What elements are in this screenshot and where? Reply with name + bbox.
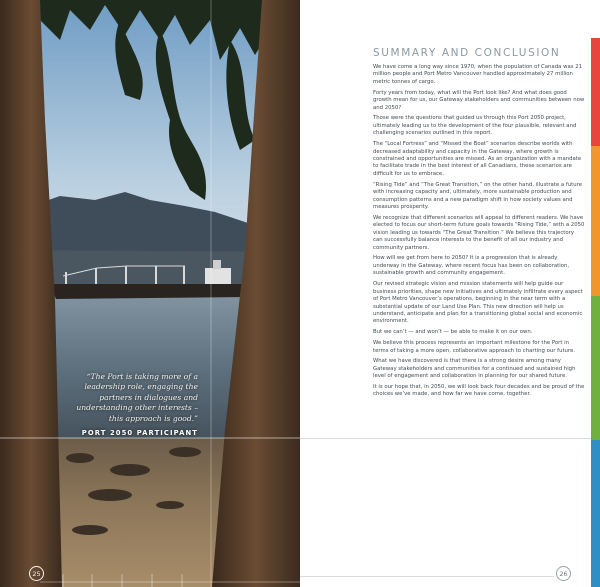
paragraph: Those were the questions that guided us through this Port 2050 project, ultimately leading us to the development of the four plausible, relevant and challenging scenarios outlined in this report. bbox=[373, 115, 577, 137]
edge-bar-blue bbox=[591, 440, 600, 587]
page-number-right: 26 bbox=[556, 566, 571, 581]
right-page bbox=[300, 0, 600, 587]
paragraph: It is our hope that, in 2050, we will look back four decades and be proud of the choices we’ve made, and how far we have come, together. bbox=[373, 384, 585, 398]
paragraph: The “Local Fortress” and “Missed the Boat” scenarios describe worlds with decreased adaptability and capacity in the Gateway, where growth is constrained and opportunities are missed. As an organization with a mandate to facilitate trade in the best interest of all Canadians, these scenarios are difficult for us to embrace. bbox=[373, 141, 582, 177]
edge-bar-orange bbox=[591, 146, 600, 296]
right-horizontal-rule bbox=[300, 438, 591, 439]
paragraph: Forty years from today, what will the Port look like? And what does good growth mean for us, our Gateway stakeholders and communities between now and 2050? bbox=[373, 89, 585, 111]
right-bottom-rule bbox=[300, 576, 554, 577]
paragraph: But we can’t — and won’t — be able to make it on our own. bbox=[373, 329, 533, 336]
body-text bbox=[373, 64, 585, 402]
paragraph: We have come a long way since 1970, when the population of Canada was 21 million people and Port Metro Vancouver handled approximately 27 million metric tonnes of cargo. bbox=[373, 64, 582, 85]
paragraph: We believe this process represents an important milestone for the Port in terms of taking a more open, collaborative approach to charting our future. bbox=[373, 340, 576, 354]
paragraph: What we have discovered is that there is a strong desire among many Gateway stakeholders and communities for a continued and sustained high level of engagement and collaboration in planning for our shared future. bbox=[373, 358, 576, 380]
edge-bar-red bbox=[591, 38, 600, 146]
paragraph: How will we get from here to 2050? It is a progression that is already underway in the Gateway, where recent focus has been on collaboration, sustainable growth and community engagement. bbox=[373, 255, 570, 277]
quote-text: “The Port is taking more of a leadership role, engaging the partners in dialogues and understanding other interests – this approach is good.” bbox=[76, 372, 198, 423]
paragraph: “Rising Tide” and “The Great Transition,” on the other hand, illustrate a future with increasing capacity and, ultimately, more sustainable production and consumption patterns and a new paradigm shift in how society values and measures prosperity. bbox=[373, 181, 582, 211]
paragraph: We recognize that different scenarios will appeal to different readers. We have elected to focus our short-term future goals towards “Rising Tide,” with a 2050 vision leading us towards “The Great Transition.” We believe this trajectory can successfully balance interests to the benefit of all our industry and community partners. bbox=[373, 214, 585, 251]
edge-bar-green bbox=[591, 296, 600, 440]
page-number-left: 25 bbox=[29, 566, 44, 581]
paragraph: Our revised strategic vision and mission statements will help guide our business priorities, shape new initiatives and ultimately infiltrate every aspect of Port Metro Vancouver’s operations, beginning in the near term with a substantial update of our Land Use Plan. This new direction will help us understand, anticipate and plan for a transitioning global social and economic environment. bbox=[373, 281, 583, 325]
pull-quote bbox=[60, 372, 198, 438]
quote-author: PORT 2050 PARTICIPANT bbox=[81, 429, 198, 438]
page-heading: SUMMARY AND CONCLUSION bbox=[373, 47, 561, 59]
